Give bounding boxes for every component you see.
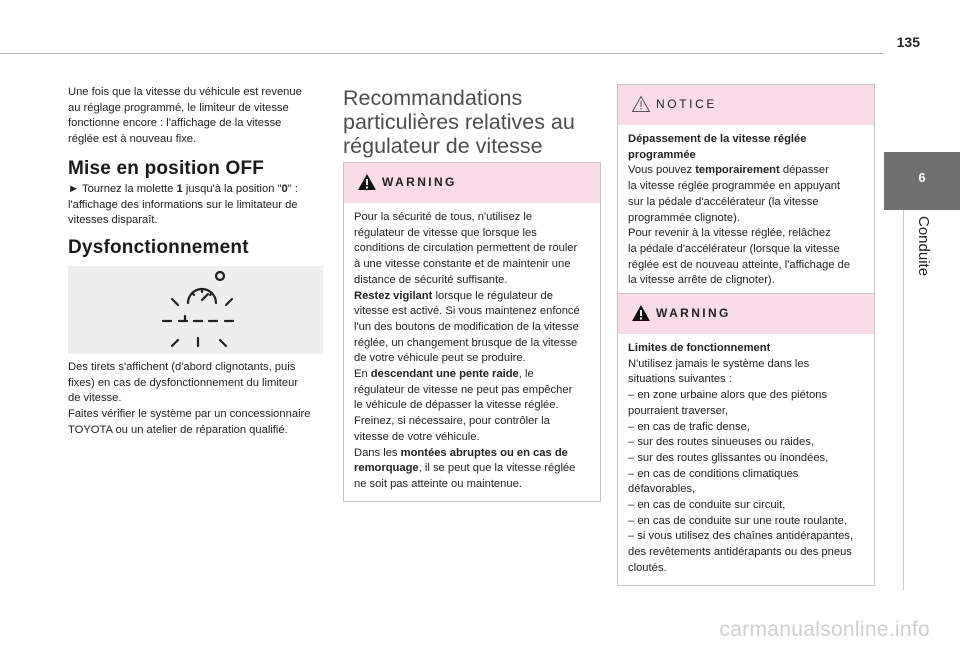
text-line: réglée, un changement brusque de la vitesse	[354, 336, 578, 349]
text-line: – en cas de trafic dense,	[628, 420, 750, 433]
text-line: TOYOTA ou un atelier de réparation qualifié.	[68, 423, 288, 436]
notice-box	[617, 84, 875, 298]
text-line: N'utilisez jamais le système dans les	[628, 357, 810, 370]
warning-header	[344, 163, 600, 203]
speedometer-dashes-icon	[68, 266, 323, 354]
text-line: Des tirets s'affichent (d'abord clignotants, puis	[68, 361, 296, 373]
text-line: régulateur de vitesse que lorsque les	[354, 226, 537, 239]
text-line: En descendant une pente raide, le	[354, 368, 534, 381]
text-line: à une vitesse constante et de maintenir une	[354, 258, 571, 271]
watermark: carmanualsonline.info	[719, 618, 930, 641]
text-line: de vitesse.	[68, 392, 122, 405]
text-line: des revêtements antidérapants ou des pneus	[628, 546, 852, 559]
text-line: programmée	[628, 148, 696, 161]
header-divider	[0, 53, 883, 54]
text-line: Restez vigilant lorsque le régulateur de	[354, 289, 553, 302]
text-line: régulateur de vitesse ne peut pas empêcher	[354, 383, 573, 396]
text-line: le véhicule de dépasser la vitesse réglée.	[354, 399, 559, 412]
text-line: vitesses disparaît.	[68, 214, 158, 227]
text-line: – si vous utilisez des chaînes antidérapantes,	[628, 530, 854, 543]
text-line: Faites vérifier le système par un concessionnaire	[68, 408, 311, 421]
text-line: la vitesse arrête de clignoter).	[628, 274, 775, 287]
text-line: Pour la sécurité de tous, n'utilisez le	[354, 211, 533, 223]
text-line: Une fois que la vitesse du véhicule est revenue	[68, 86, 302, 98]
text-line: fonctionne encore : l'affichage de la vitesse	[68, 117, 282, 130]
notice-triangle-icon	[631, 95, 651, 113]
text-line: – en cas de conduite sur circuit,	[628, 499, 786, 512]
text-line: de votre véhicule peut se produire.	[354, 352, 526, 365]
text-line: – en cas de conduite sur une route roulante,	[628, 514, 847, 527]
side-divider	[903, 210, 904, 590]
page-number: 135	[896, 34, 920, 50]
warning-title: WARNING	[382, 175, 457, 189]
text-line: ne soit pas atteinte ou maintenue.	[354, 477, 522, 490]
title-line: régulateur de vitesse	[343, 134, 543, 158]
text-line: au réglage programmé, le limiteur de vitesse	[68, 101, 289, 114]
warning-body	[344, 203, 600, 501]
text-line: Freinez, si nécessaire, pour contrôler la	[354, 415, 550, 428]
text-line: distance de sécurité suffisante.	[354, 273, 508, 286]
text-line: Vous pouvez temporairement dépasser	[628, 164, 829, 177]
chapter-label: Conduite	[915, 216, 932, 277]
malfunction-paragraph	[68, 360, 326, 439]
off-paragraph	[68, 182, 326, 229]
text-line: défavorables,	[628, 483, 696, 496]
text-line: la vitesse réglée programmée en appuyant	[628, 180, 841, 193]
intro-paragraph	[68, 85, 326, 148]
text-line: Dans les montées abruptes ou en cas de	[354, 446, 568, 459]
text-line: l'un des boutons de modification de la vitesse	[354, 320, 579, 333]
chapter-label-container	[884, 216, 960, 346]
text-line: Limites de fonctionnement	[628, 342, 771, 354]
heading-off: Mise en position OFF	[68, 158, 265, 179]
text-line: – en zone urbaine alors que des piétons	[628, 389, 828, 402]
text-line: l'affichage des informations sur le limitateur de	[68, 198, 298, 211]
text-line: conditions de circulation permettent de rouler	[354, 242, 578, 255]
text-line: – sur des routes sinueuses ou raides,	[628, 436, 814, 449]
text-line: programmée clignote).	[628, 211, 740, 224]
notice-title: NOTICE	[656, 97, 717, 111]
warning-header	[618, 294, 874, 334]
text-line: Pour revenir à la vitesse réglée, relâchez	[628, 227, 831, 240]
text-line: vitesse de votre véhicule.	[354, 430, 480, 443]
warning-title: WARNING	[656, 306, 731, 320]
text-line: situations suivantes :	[628, 373, 732, 386]
title-line: particulières relatives au	[343, 110, 575, 134]
text-line: pourraient traverser,	[628, 404, 729, 417]
text-line: ► Tournez la molette 1 jusqu'à la position "0" :	[68, 183, 298, 195]
text-line: – en cas de conditions climatiques	[628, 467, 799, 480]
heading-malfunction: Dysfonctionnement	[68, 237, 249, 258]
warning-triangle-icon	[631, 304, 651, 322]
text-line: réglée est à nouveau fixe.	[68, 133, 197, 146]
text-line: fixes) en cas de dysfonctionnement du limiteur	[68, 376, 299, 389]
chapter-number: 6	[918, 170, 926, 185]
malfunction-illustration	[68, 266, 323, 354]
warning-body	[618, 334, 874, 585]
warning-box-limits	[617, 293, 875, 586]
warning-box-cruise	[343, 162, 601, 502]
notice-header	[618, 85, 874, 125]
text-line: – sur des routes glissantes ou inondées,	[628, 451, 829, 464]
text-line: vitesse est activé. Si vous maintenez enfoncé	[354, 305, 580, 318]
text-line: cloutés.	[628, 561, 667, 574]
text-line: la pédale d'accélérateur (lorsque la vitesse	[628, 242, 840, 255]
text-line: sur la pédale d'accélérateur (la vitesse	[628, 195, 819, 208]
section-title	[343, 86, 593, 158]
text-line: Dépassement de la vitesse réglée	[628, 133, 807, 145]
warning-triangle-icon	[357, 173, 377, 191]
text-line: remorquage, il se peut que la vitesse réglée	[354, 462, 576, 475]
text-line: réglée est de nouveau atteinte, l'affichage de	[628, 258, 851, 271]
notice-body	[618, 125, 874, 297]
title-line: Recommandations	[343, 86, 523, 110]
